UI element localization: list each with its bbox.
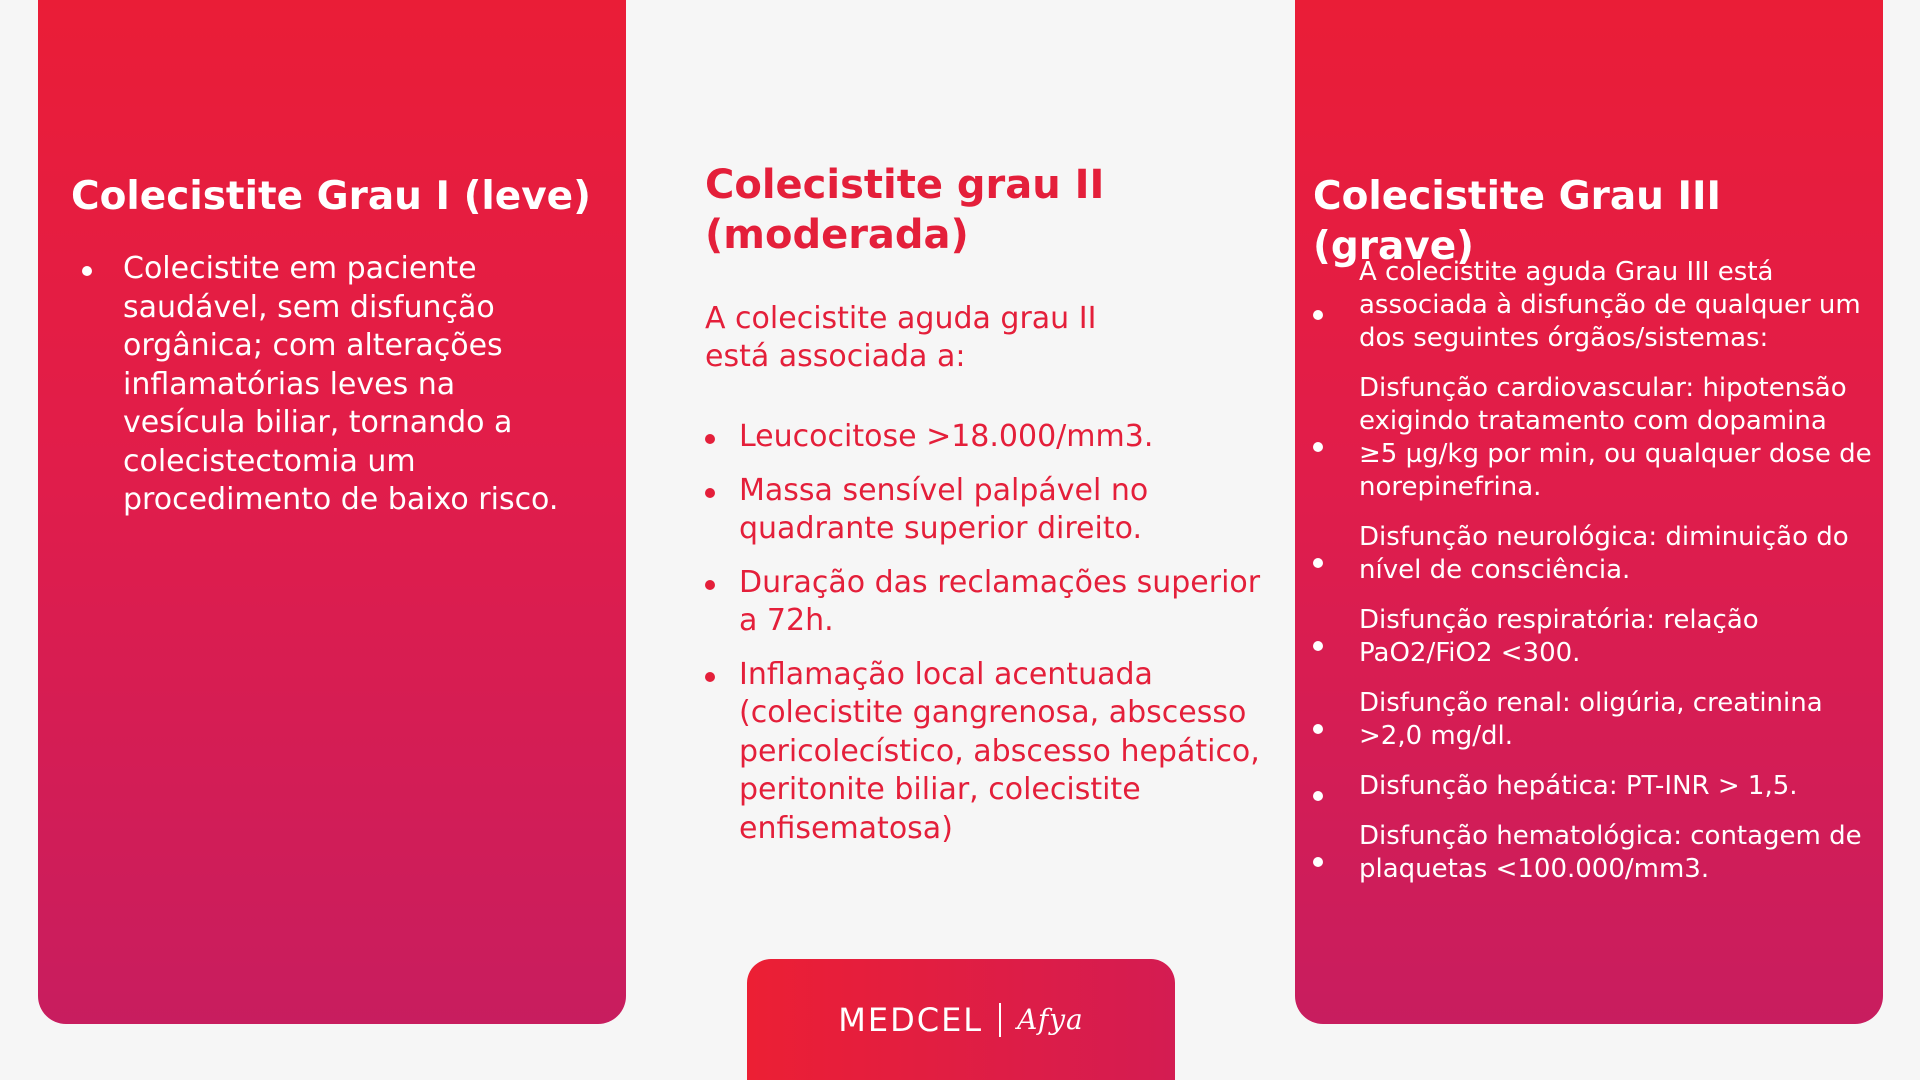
grade-one-panel (38, 0, 626, 1024)
grade-three-item-renal: Disfunção renal: oligúria, creatinina >2,0 mg/dl. (1313, 687, 1873, 753)
grade-three-item-neurologica: Disfunção neurológica: diminuição do nível de consciência. (1313, 521, 1873, 587)
grade-three-item-hepatica: Disfunção hepática: PT-INR > 1,5. (1313, 770, 1873, 803)
afya-logo: Afya (1017, 1003, 1084, 1036)
medcel-logo: MEDCEL (838, 1000, 984, 1039)
grade-three-panel (1295, 0, 1883, 1024)
grade-two-section (705, 160, 1265, 863)
grade-one-item: Colecistite em paciente saudável, sem disfunção orgânica; com alterações inflamatórias leves na vesícula biliar, tornando a colecistectomia um procedimento de baixo risco. (78, 250, 578, 520)
grade-three-item-cardiovascular: Disfunção cardiovascular: hipotensão exigindo tratamento com dopamina ≥5 µg/kg por min, ou qualquer dose de norepinefrina. (1313, 372, 1873, 504)
footer-logo-box (747, 959, 1175, 1080)
grade-three-item-respiratoria: Disfunção respiratória: relação PaO2/FiO2 <300. (1313, 604, 1873, 670)
grade-two-title: Colecistite grau II (moderada) (705, 162, 1105, 258)
grade-three-item-hematologica: Disfunção hematológica: contagem de plaquetas <100.000/mm3. (1313, 820, 1873, 886)
grade-three-item-intro: A colecistite aguda Grau III está associada à disfunção de qualquer um dos seguintes órgãos/sistemas: (1313, 256, 1873, 355)
grade-three-title: Colecistite Grau III (grave) (1313, 174, 1722, 269)
grade-two-intro: A colecistite aguda grau II está associada a: (705, 301, 1097, 374)
logo-divider (999, 1003, 1001, 1037)
grade-two-item-inflamacao: Inflamação local acentuada (colecistite gangrenosa, abscesso pericolecístico, abscesso hepático, peritonite biliar, colecistite enfisematosa) (705, 656, 1265, 849)
grade-two-item-massa: Massa sensível palpável no quadrante superior direito. (705, 472, 1265, 549)
grade-one-title: Colecistite Grau I (leve) (71, 174, 591, 219)
grade-one-list (78, 250, 578, 520)
grade-two-item-duracao: Duração das reclamações superior a 72h. (705, 564, 1265, 641)
grade-two-list (705, 418, 1265, 848)
grade-two-item-leucocitose: Leucocitose >18.000/mm3. (705, 418, 1265, 457)
grade-three-list (1313, 256, 1873, 903)
